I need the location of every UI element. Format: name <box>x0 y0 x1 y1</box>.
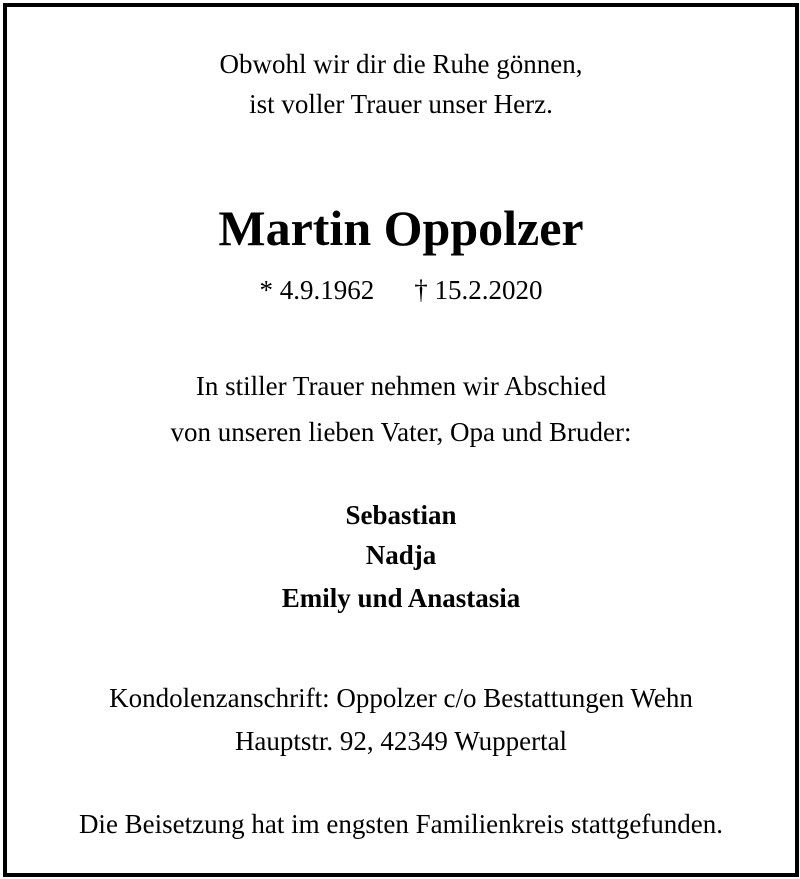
farewell-line-2: von unseren lieben Vater, Opa und Bruder: <box>170 417 632 447</box>
intro-line-1: Obwohl wir dir die Ruhe gönnen, <box>219 49 583 79</box>
birth-date: * 4.9.1962 <box>259 275 375 305</box>
family-member-3: Emily und Anastasia <box>281 583 521 613</box>
death-date: † 15.2.2020 <box>414 275 543 305</box>
family-member-2: Nadja <box>365 540 437 570</box>
farewell-line-1: In stiller Trauer nehmen wir Abschied <box>195 371 607 401</box>
address-line-1: Kondolenzanschrift: Oppolzer c/o Bestattungen Wehn <box>109 683 693 713</box>
intro-line-2: ist voller Trauer unser Herz. <box>249 89 553 119</box>
address-line-2: Hauptstr. 92, 42349 Wuppertal <box>234 726 568 756</box>
deceased-name: Martin Oppolzer <box>218 200 584 256</box>
obituary-notice <box>3 3 799 877</box>
closing-line: Die Beisetzung hat im engsten Familienkreis stattgefunden. <box>78 809 724 839</box>
life-dates <box>3 275 799 306</box>
family-member-1: Sebastian <box>345 500 457 530</box>
